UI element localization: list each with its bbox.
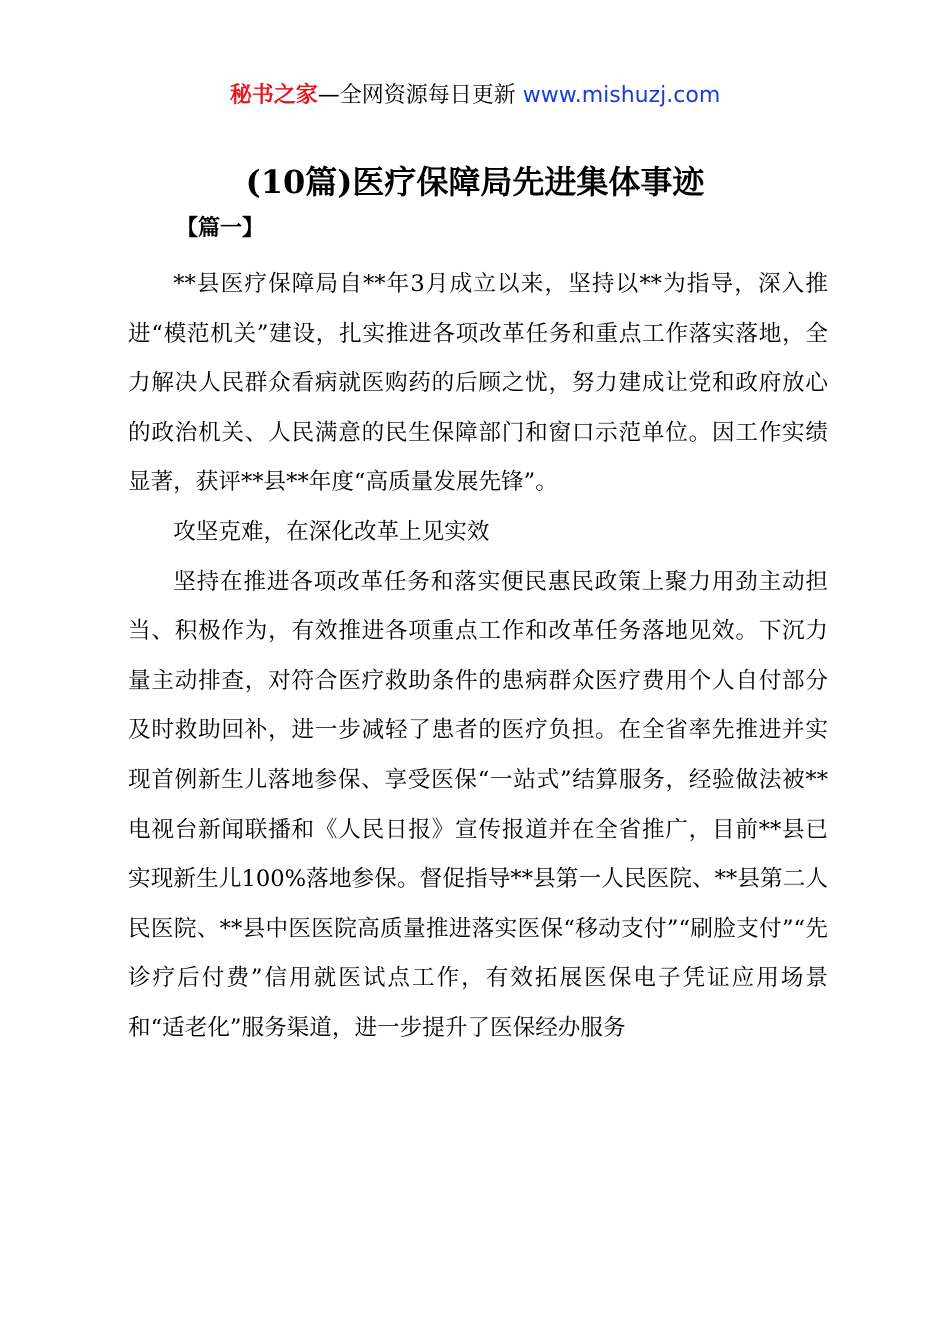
document-title: (10篇)医疗保障局先进集体事迹 bbox=[245, 163, 705, 201]
section-label: 【篇一】 bbox=[176, 215, 265, 241]
paragraph-reform: 坚持在推进各项改革任务和落实便民惠民政策上聚力用劲主动担当、积极作为，有效推进各项重点工作和改革任务落地见效。下沉力量主动排查，对符合医疗救助条件的患病群众医疗费用个人自付部分及时救助回补，进一步减轻了患者的医疗负担。在全省率先推进并实现首例新生儿落地参保、享受医保“一站式”结算服务，经验做法被**电视台新闻联播和《人民日报》宣传报道并在全省推广，目前**县已实现新生儿100%落地参保。督促指导**县第一人民医院、**县第二人民医院、**县中医医院高质量推进落实医保“移动支付”“刷脸支付”“先诊疗后付费”信用就医试点工作，有效拓展医保电子凭证应用场景和“适老化”服务渠道，进一步提升了医保经办服务 bbox=[128, 568, 828, 1041]
document-body bbox=[128, 260, 828, 1054]
site-tagline: —全网资源每日更新 bbox=[317, 83, 523, 108]
paragraph-subheading: 攻坚克难，在深化改革上见实效 bbox=[173, 518, 490, 545]
site-brand: 秘书之家 bbox=[229, 83, 318, 108]
paragraph-intro: **县医疗保障局自**年3月成立以来，坚持以**为指导，深入推进“模范机关”建设，扎实推进各项改革任务和重点工作落实落地，全力解决人民群众看病就医购药的后顾之忧，努力建成让党和政府放心的政治机关、人民满意的民生保障部门和窗口示范单位。因工作实绩显著，获评**县**年度“高质量发展先锋”。 bbox=[128, 271, 828, 496]
site-url-link[interactable]: www.mishuzj.com bbox=[522, 83, 721, 108]
site-header bbox=[0, 80, 950, 112]
